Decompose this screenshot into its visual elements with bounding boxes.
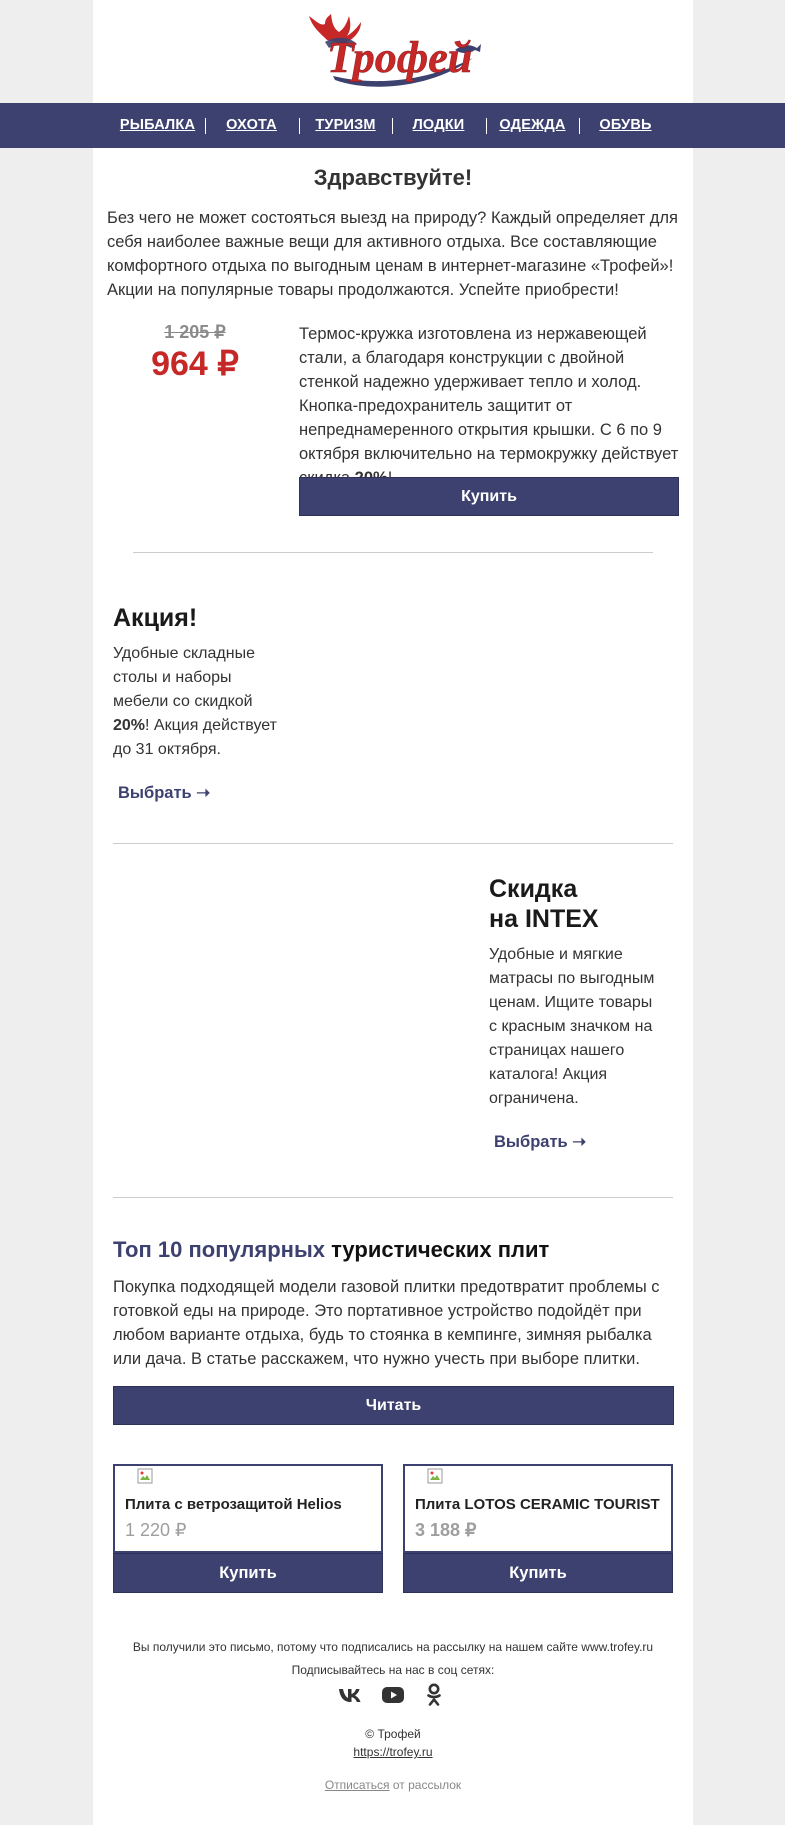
footer-copyright: © Трофей xyxy=(365,1727,421,1741)
broken-image-icon xyxy=(137,1468,153,1484)
header xyxy=(93,0,693,133)
promo2-title-line1: Скидка xyxy=(489,875,578,903)
top10-heading xyxy=(113,1237,673,1263)
footer-site-link-row xyxy=(93,1745,693,1759)
promo1-title: Акция! xyxy=(113,604,198,632)
promo2-title-line2: на INTEX xyxy=(489,905,599,933)
nav-item-tourism[interactable]: ТУРИЗМ xyxy=(315,117,376,133)
read-button[interactable]: Читать xyxy=(113,1386,674,1425)
logo-wordmark: Трофей xyxy=(327,33,473,82)
promo1-discount: 20% xyxy=(113,717,146,734)
nav-item-clothing[interactable]: ОДЕЖДА xyxy=(499,117,566,133)
top10-heading-rest: туристических плит xyxy=(325,1237,550,1262)
promo1-text-end: ! Акция действует до 31 октября. xyxy=(113,717,277,758)
product-buy-button[interactable]: Купить xyxy=(113,1553,383,1593)
old-price: 1 205 ₽ xyxy=(164,322,226,342)
greeting-heading: Здравствуйте! xyxy=(313,165,473,190)
product-card[interactable] xyxy=(403,1464,673,1553)
odnoklassniki-icon[interactable] xyxy=(426,1683,442,1707)
unsubscribe-link[interactable]: Отписаться xyxy=(324,1778,390,1792)
new-price: 964 ₽ xyxy=(151,345,239,383)
footer-subscription-note: Вы получили это письмо, потому что подписались на рассылку на нашем сайте www.trofey.ru xyxy=(132,1640,654,1654)
thermo-buy-button[interactable]: Купить xyxy=(299,477,679,516)
product-card[interactable] xyxy=(113,1464,383,1553)
product-title[interactable]: Плита с ветрозащитой Helios xyxy=(125,1496,342,1513)
promo2-title xyxy=(489,874,679,934)
intro-text: Без чего не может состояться выезд на природу? Каждый определяет для себя наиболее важные вещи для активного отдыха. Все составляющие комфортного отдыха по выгодным ценам в интернет-магазине «Трофей»! Акции на популярные товары продолжаются. Успейте приобрести! xyxy=(107,209,678,299)
nav-item-footwear[interactable]: ОБУВЬ xyxy=(599,117,652,133)
footer-unsubscribe-row xyxy=(93,1778,693,1792)
promo2-choose-link[interactable]: Выбрать ➝ xyxy=(494,1133,587,1151)
product-price: 1 220 ₽ xyxy=(125,1520,187,1540)
email-page xyxy=(93,0,693,1825)
divider xyxy=(113,1197,673,1198)
social-links xyxy=(93,1683,693,1707)
main-nav xyxy=(0,103,785,148)
vk-icon[interactable] xyxy=(338,1683,364,1707)
promo1-text xyxy=(113,642,283,762)
youtube-icon[interactable] xyxy=(381,1683,405,1707)
divider xyxy=(133,552,653,553)
product-buy-button[interactable]: Купить xyxy=(403,1553,673,1593)
nav-item-hunting[interactable]: ОХОТА xyxy=(226,117,277,133)
thermo-description xyxy=(299,322,681,490)
nav-item-boats[interactable]: ЛОДКИ xyxy=(412,117,465,133)
broken-image-icon xyxy=(427,1468,443,1484)
top10-heading-accent: Топ 10 популярных xyxy=(113,1237,325,1262)
promo1-choose-link[interactable]: Выбрать ➝ xyxy=(118,784,211,802)
unsubscribe-text: от рассылок xyxy=(389,1778,462,1792)
site-link[interactable]: https://trofey.ru xyxy=(353,1745,433,1759)
promo2-text: Удобные и мягкие матрасы по выгодным ценам. Ищите товары с красным значком на страницах нашего каталога! Акция ограничена. xyxy=(489,946,655,1107)
divider xyxy=(113,843,673,844)
product-title[interactable]: Плита LOTOS CERAMIC TOURIST xyxy=(415,1496,660,1513)
nav-item-fishing[interactable]: РЫБАЛКА xyxy=(119,117,196,133)
promo1-text-start: Удобные складные столы и наборы мебели со скидкой xyxy=(113,645,255,710)
footer-social-label: Подписывайтесь на нас в соц сетях: xyxy=(291,1663,495,1677)
thermo-text: Термос-кружка изготовлена из нержавеющей стали, а благодаря конструкции с двойной стенкой надежно удерживает тепло и холод. Кнопка-предохранитель защитит от непреднамеренного открытия крышки. С 6 по 9 октября включительно на термокружку действует xyxy=(299,325,679,463)
trofey-logo[interactable] xyxy=(305,14,481,90)
product-price: 3 188 ₽ xyxy=(415,1520,477,1540)
top10-text: Покупка подходящей модели газовой плитки предотвратит проблемы с готовкой еды на природе. Это портативное устройство подойдёт при любом варианте отдыха, будь то стоянка в кемпинге, зимняя рыбалка или дача. В статье расскажем, что нужно учесть при выборе плитки. xyxy=(113,1278,660,1368)
